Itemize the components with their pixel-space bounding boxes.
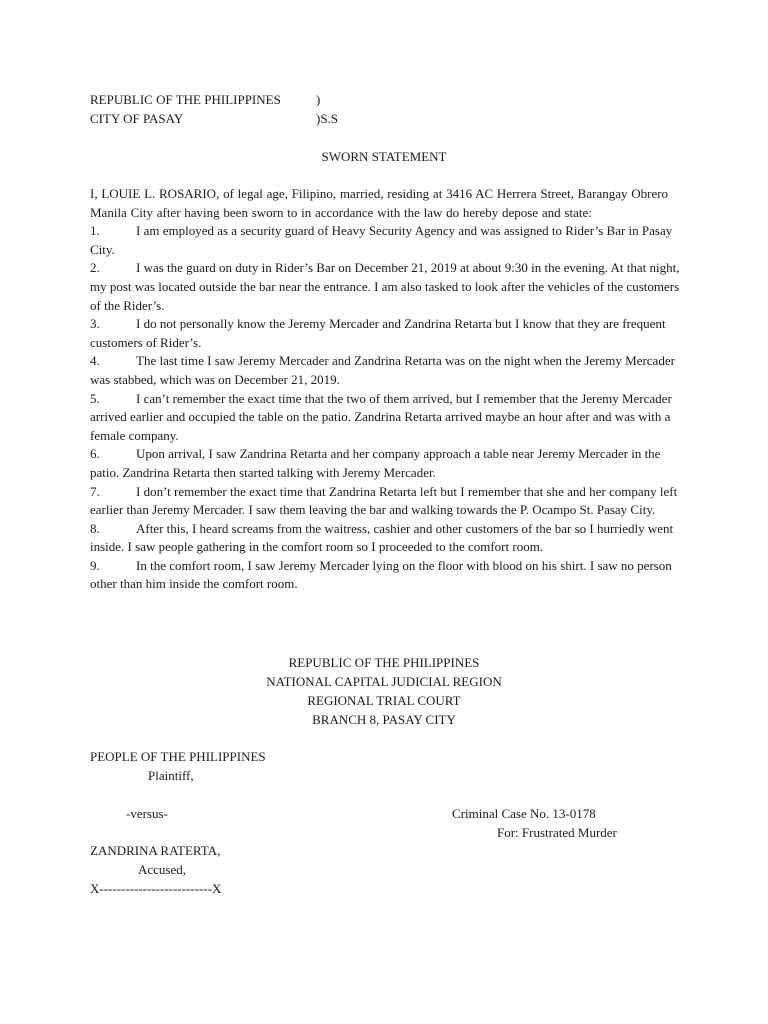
numbered-paragraph-7	[90, 483, 680, 520]
paragraph-number: 8.	[90, 520, 100, 536]
paragraph-text: The last time I saw Jeremy Mercader and Zandrina Retarta was on the night when the Jeremy Mercader was stabbed, which was on December 21, 2019.	[90, 353, 675, 387]
numbered-paragraph-8	[90, 520, 680, 557]
paragraph-number: 6.	[90, 446, 100, 462]
venue-republic: REPUBLIC OF THE PHILIPPINES	[90, 92, 281, 107]
plaintiff-name: PEOPLE OF THE PHILIPPINES	[90, 749, 266, 764]
venue-city: CITY OF PASAY	[90, 111, 184, 126]
paragraph-text: After this, I heard screams from the waitress, cashier and other customers of the bar so I hurriedly went inside. I saw people gathering in the comfort room so I proceeded to the comfort room.	[90, 520, 674, 555]
venue-ss: )S.S	[316, 111, 339, 126]
venue-block	[90, 91, 490, 129]
versus-label: -versus-	[126, 806, 168, 821]
court-header-region: NATIONAL CAPITAL JUDICIAL REGION	[266, 674, 502, 689]
paragraph-number: 9.	[90, 557, 100, 573]
numbered-paragraph-6	[90, 445, 680, 482]
case-caption	[90, 748, 690, 908]
numbered-paragraph-4	[90, 352, 680, 389]
accused-role: Accused,	[138, 862, 187, 877]
numbered-paragraph-9	[90, 557, 680, 594]
paragraph-number: 4.	[90, 353, 100, 369]
paragraph-number: 5.	[90, 390, 100, 406]
numbered-paragraph-2	[90, 259, 680, 315]
paragraph-text: I do not personally know the Jeremy Mercader and Zandrina Retarta but I know that they are frequent customers of Rider’s.	[90, 316, 666, 350]
accused-name: ZANDRINA RATERTA,	[90, 843, 221, 858]
paragraph-number: 3.	[90, 316, 100, 332]
paragraph-text: Upon arrival, I saw Zandrina Retarta and her company approach a table near Jeremy Mercader in the patio. Zandrina Retarta then started talking with Jeremy Mercader.	[90, 446, 661, 480]
document-title: SWORN STATEMENT	[321, 149, 447, 164]
intro-paragraph: I, LOUIE L. ROSARIO, of legal age, Filipino, married, residing at 3416 AC Herrera Street, Barangay Obrero Manila City after having been sworn to in accordance with the law do hereby depose and state:	[90, 186, 669, 220]
caption-separator: X--------------------------X	[90, 881, 222, 896]
paragraph-text: In the comfort room, I saw Jeremy Mercader lying on the floor with blood on his shirt. I saw no person other than him inside the comfort room.	[90, 557, 672, 592]
statement-body	[90, 185, 680, 594]
plaintiff-role: Plaintiff,	[148, 768, 194, 783]
court-header-court: REGIONAL TRIAL COURT	[307, 693, 461, 708]
paragraph-number: 7.	[90, 483, 100, 499]
venue-row-republic	[90, 91, 490, 110]
paragraph-text: I don’t remember the exact time that Zandrina Retarta left but I remember that she and her company left earlier than Jeremy Mercader. I saw them leaving the bar and walking towards the P. Ocampo St. Pasay City.	[90, 483, 678, 518]
numbered-paragraph-1	[90, 222, 680, 259]
court-header-republic: REPUBLIC OF THE PHILIPPINES	[288, 655, 480, 670]
paragraph-number: 2.	[90, 260, 100, 276]
venue-row-city	[90, 110, 490, 129]
paragraph-text: I am employed as a security guard of Heavy Security Agency and was assigned to Rider’s Bar in Pasay City.	[90, 223, 673, 257]
numbered-paragraph-5	[90, 390, 680, 446]
case-number: Criminal Case No. 13-0178	[452, 806, 596, 821]
court-header-branch: BRANCH 8, PASAY CITY	[312, 712, 456, 727]
paragraph-text: I can’t remember the exact time that the two of them arrived, but I remember that the Jeremy Mercader arrived earlier and occupied the table on the patio. Zandrina Retarta arrived maybe an hour after and was with a female company.	[90, 390, 672, 443]
numbered-paragraph-3	[90, 315, 680, 352]
paragraph-number: 1.	[90, 223, 100, 239]
court-header	[0, 654, 768, 730]
case-charge: For: Frustrated Murder	[497, 825, 617, 840]
venue-paren: )	[316, 92, 321, 107]
paragraph-text: I was the guard on duty in Rider’s Bar on December 21, 2019 at about 9:30 in the evening. At that night, my post was located outside the bar near the entrance. I am also tasked to look after the vehicles of the customers of the Rider’s.	[90, 260, 680, 313]
